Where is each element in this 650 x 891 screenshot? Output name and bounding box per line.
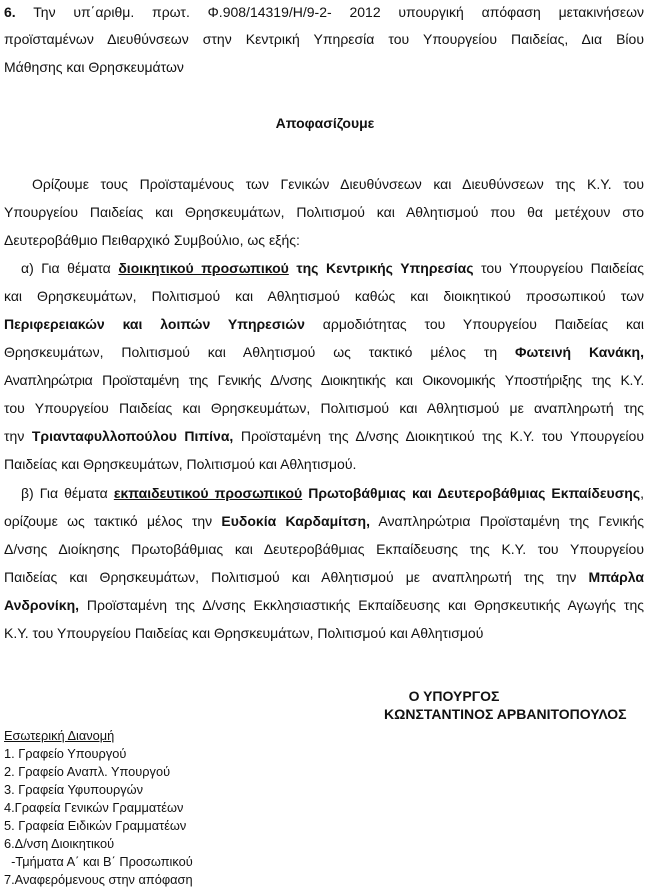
member-name-kardamitsi: Ευδοκία Καρδαμίτση,: [221, 513, 370, 529]
para-a-line-7: την Τριανταφυλλοπούλου Πιπίνα, Προϊσταμένη της Δ/νσης Διοικητικού της Κ.Υ. του Υπουργείου: [4, 428, 644, 444]
distribution-item: 3. Γραφεία Υφυπουργών: [4, 782, 144, 797]
admin-staff-term: διοικητικού προσωπικού: [118, 260, 289, 276]
intro-line-2: προϊσταμένων Διευθύνσεων στην Κεντρική Υπηρεσία του Υπουργείου Παιδείας, Δια Βίου: [4, 31, 644, 47]
para-b-line-2: ορίζουμε ως τακτικό μέλος την Ευδοκία Καρδαμίτση, Αναπληρώτρια Προϊσταμένη της Γενικής: [4, 513, 644, 529]
para-b-line-3: Δ/νσης Διοίκησης Πρωτοβάθμιας και Δευτεροβάθμιας Εκπαίδευσης της Κ.Υ. του Υπουργείου: [4, 541, 644, 557]
distribution-item: 1. Γραφείο Υπουργού: [4, 746, 127, 761]
alternate-name-barla: Μπάρλα: [588, 569, 644, 585]
para-b-line-1: β) Για θέματα εκπαιδευτικού προσωπικού Πρωτοβάθμιας και Δευτεροβάθμιας Εκπαίδευσης,: [21, 485, 644, 501]
para-a-line-3: Περιφερειακών και λοιπών Υπηρεσιών αρμοδιότητας του Υπουργείου Παιδείας και: [4, 316, 644, 332]
para1-line-2: Υπουργείου Παιδείας και Θρησκευμάτων, Πολιτισμού και Αθλητισμού που θα μετέχουν στο: [4, 204, 644, 220]
signature-name: ΚΩΝΣΤΑΝΤΙΝΟΣ ΑΡΒΑΝΙΤΟΠΟΥΛΟΣ: [384, 706, 627, 722]
para-a-line-5: Αναπληρώτρια Προϊσταμένη της Γενικής Δ/νσης Διοικητικής και Οικονομικής Υποστήριξης της Κ.Υ.: [4, 372, 644, 388]
intro-line-1: [4, 3, 644, 21]
para1-line-3: Δευτεροβάθμιο Πειθαρχικό Συμβούλιο, ως εξής:: [4, 232, 300, 248]
intro-line-3: Μάθησης και Θρησκευμάτων: [4, 59, 184, 75]
distribution-heading: Εσωτερική Διανομή: [4, 728, 115, 743]
para-b-line-6: Κ.Υ. του Υπουργείου Παιδείας και Θρησκευμάτων, Πολιτισμού και Αθλητισμού: [4, 625, 484, 641]
alternate-name-pipina: Τριανταφυλλοπούλου Πιπίνα,: [31, 428, 234, 444]
para-a-line-8: Παιδείας και Θρησκευμάτων, Πολιτισμού και Αθλητισμού.: [4, 456, 357, 472]
intro-text: Την υπ΄αριθμ. πρωτ. Φ.908/14319/Η/9-2- 2012 υπουργική απόφαση μετακινήσεων: [33, 4, 645, 20]
para-a-line-1: α) Για θέματα διοικητικού προσωπικού της Κεντρικής Υπηρεσίας του Υπουργείου Παιδείας: [21, 260, 644, 276]
para-a-line-2: και Θρησκευμάτων, Πολιτισμού και Αθλητισμού καθώς και διοικητικού προσωπικού των: [4, 288, 644, 304]
para-b-line-5: Ανδρονίκη, Προϊσταμένη της Δ/νσης Εκκλησιαστικής Εκπαίδευσης και Θρησκευτικής Αγωγής της: [4, 597, 644, 613]
para-b-line-4: Παιδείας και Θρησκευμάτων, Πολιτισμού και Αθλητισμού με αναπληρωτή της την Μπάρλα: [4, 569, 644, 585]
para1-line-1: Ορίζουμε τους Προϊσταμένους των Γενικών Διευθύνσεων και Διευθύνσεων της Κ.Υ. του: [32, 176, 644, 192]
distribution-item: 2. Γραφείο Αναπλ. Υπουργού: [4, 764, 171, 779]
para-a-line-6: του Υπουργείου Παιδείας και Θρησκευμάτων, Πολιτισμού και Αθλητισμού με αναπληρωτή της: [4, 400, 644, 416]
distribution-item: 7.Αναφερόμενους στην απόφαση: [4, 872, 193, 887]
edu-staff-term: εκπαιδευτικού προσωπικού: [113, 485, 303, 501]
para-a-line-4: Θρησκευμάτων, Πολιτισμού και Αθλητισμού ως τακτικό μέλος τη Φωτεινή Κανάκη,: [4, 344, 644, 360]
distribution-item: -Τμήματα Α΄ και Β΄ Προσωπικού: [4, 854, 193, 869]
member-name-kanaki: Φωτεινή Κανάκη,: [515, 344, 644, 360]
distribution-item: 5. Γραφεία Ειδικών Γραμματέων: [4, 818, 187, 833]
decision-heading: Αποφασίζουμε: [275, 115, 375, 131]
distribution-item: 6.Δ/νση Διοικητικού: [4, 836, 115, 851]
item-number: 6.: [4, 4, 16, 20]
signature-title: Ο ΥΠΟΥΡΓΟΣ: [408, 688, 500, 704]
distribution-item: 4.Γραφεία Γενικών Γραμματέων: [4, 800, 184, 815]
